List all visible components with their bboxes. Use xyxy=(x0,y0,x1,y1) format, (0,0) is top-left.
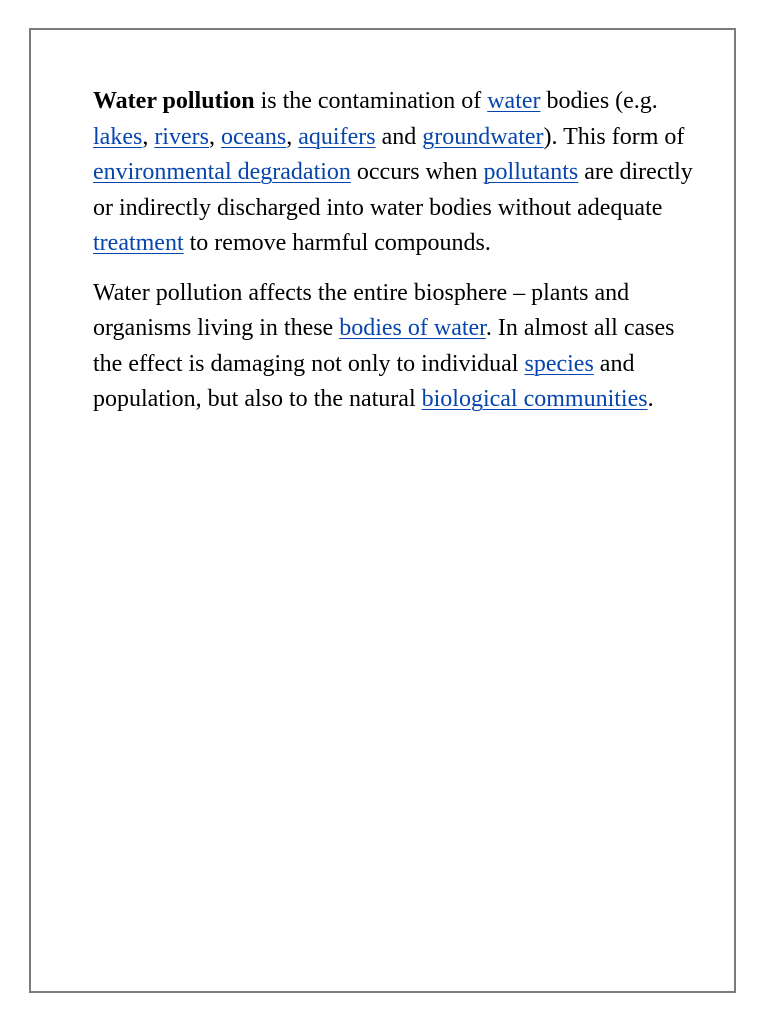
link-aquifers[interactable]: aquifers xyxy=(298,123,376,150)
text-run: is the contamination of xyxy=(254,88,488,114)
text-run: bodies (e.g. xyxy=(540,88,658,114)
text-run: and population, but also to the natural xyxy=(93,350,635,412)
text-run: . xyxy=(647,386,654,412)
paragraph-2 xyxy=(93,276,693,418)
link-pollutants[interactable]: pollutants xyxy=(483,159,579,185)
link-rivers[interactable]: rivers xyxy=(154,123,209,150)
link-lakes[interactable]: lakes xyxy=(93,123,143,150)
link-biological-communities[interactable]: biological communities xyxy=(421,386,648,412)
text-run: . In almost all cases the effect is damaging not only to individual xyxy=(93,315,675,377)
link-treatment[interactable]: treatment xyxy=(93,230,184,256)
text-run: occurs when xyxy=(350,159,484,185)
text-run: ). This form of xyxy=(543,123,685,150)
text-run: to remove harmful compounds. xyxy=(183,230,491,256)
text-run: and xyxy=(375,123,423,150)
text-run: , xyxy=(286,123,299,150)
text-run: are directly or indirectly discharged into water bodies without adequate xyxy=(93,159,693,221)
link-species[interactable]: species xyxy=(524,350,594,377)
link-environmental-degradation[interactable]: environmental degradation xyxy=(93,159,351,185)
link-water[interactable]: water xyxy=(487,88,541,114)
text-run: , xyxy=(208,123,221,150)
link-oceans[interactable]: oceans xyxy=(220,123,287,150)
link-groundwater[interactable]: groundwater xyxy=(422,123,544,150)
link-bodies-of-water[interactable]: bodies of water xyxy=(339,315,486,341)
text-run: Water pollution affects the entire biosphere – plants and organisms living in these xyxy=(93,279,630,341)
article-body xyxy=(93,84,693,432)
bold-term: Water pollution xyxy=(93,88,255,114)
text-run: , xyxy=(142,123,155,150)
paragraph-1 xyxy=(93,84,693,262)
